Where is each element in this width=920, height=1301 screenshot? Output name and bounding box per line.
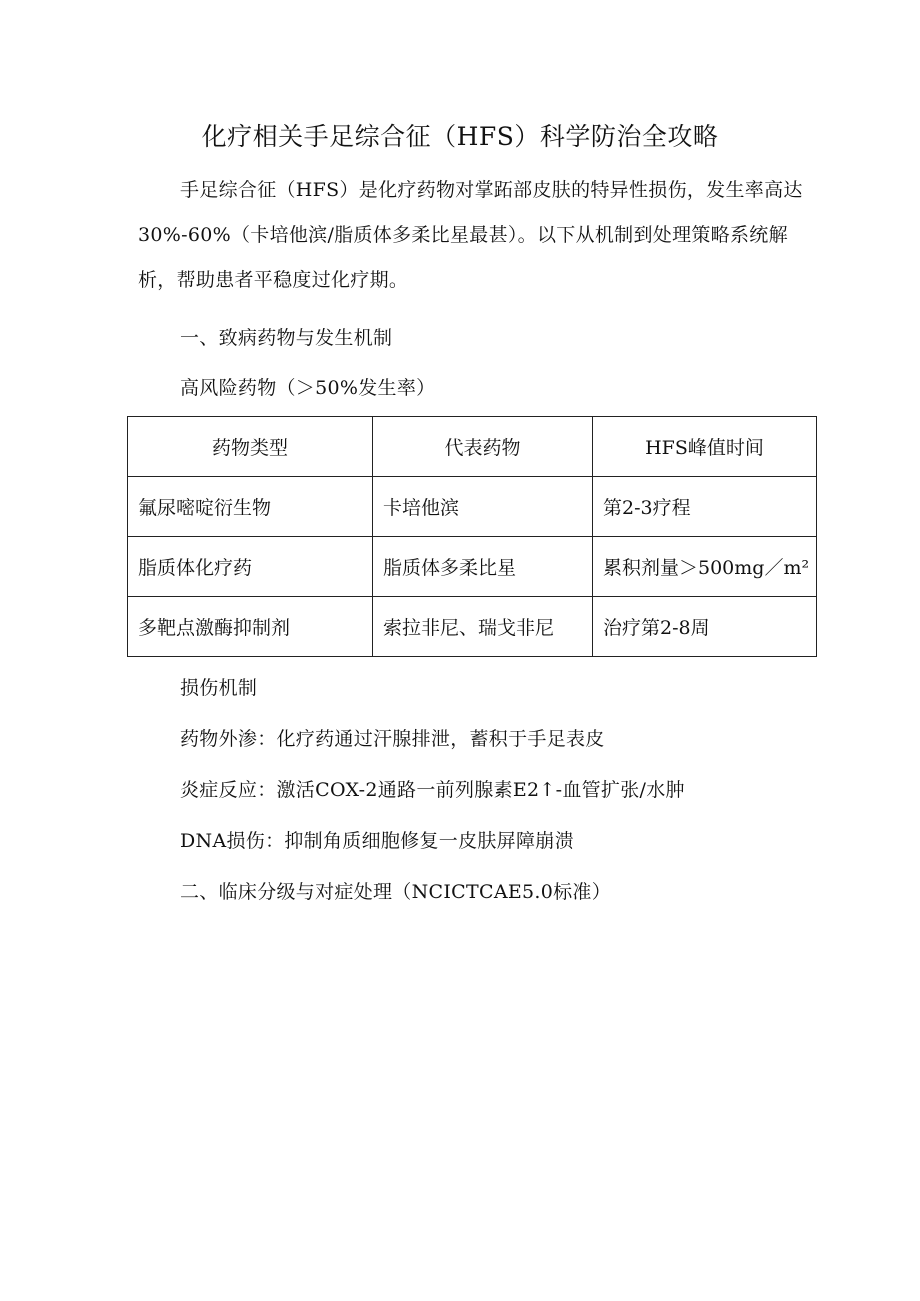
table-cell: 氟尿嘧啶衍生物	[128, 477, 373, 537]
drug-table	[127, 416, 817, 657]
mechanism-item: DNA损伤：抑制角质细胞修复一皮肤屏障崩溃	[180, 830, 574, 852]
section-heading-1: 一、致病药物与发生机制	[180, 327, 393, 349]
table-row	[128, 537, 817, 597]
section-heading-2: 二、临床分级与对症处理（NCICTCAE5.0标准）	[180, 881, 612, 903]
mechanism-heading: 损伤机制	[180, 677, 258, 699]
table-caption: 高风险药物（＞50%发生率）	[180, 377, 436, 399]
table-row	[128, 477, 817, 537]
mechanism-item: 药物外渗：化疗药通过汗腺排泄，蓄积于手足表皮	[180, 728, 605, 750]
document-title: 化疗相关手足综合征（HFS）科学防治全攻略	[201, 122, 719, 151]
table-cell: 脂质体多柔比星	[373, 537, 593, 597]
table-header-cell: HFS峰值时间	[593, 417, 817, 477]
table-cell: 多靶点激酶抑制剂	[128, 597, 373, 657]
table-cell: 治疗第2-8周	[593, 597, 817, 657]
table-cell: 第2-3疗程	[593, 477, 817, 537]
table-row	[128, 597, 817, 657]
table-header-cell: 代表药物	[373, 417, 593, 477]
mechanism-item: 炎症反应：激活COX-2通路一前列腺素E2↑-血管扩张/水肿	[180, 779, 685, 801]
table-cell: 脂质体化疗药	[128, 537, 373, 597]
table-header-cell: 药物类型	[128, 417, 373, 477]
table-cell: 索拉非尼、瑞戈非尼	[373, 597, 593, 657]
table-cell: 累积剂量＞500mg／m²	[593, 537, 817, 597]
table-header-row	[128, 417, 817, 477]
table-cell: 卡培他滨	[373, 477, 593, 537]
intro-paragraph: 手足综合征（HFS）是化疗药物对掌跖部皮肤的特异性损伤，发生率高达30%-60%（卡培他滨/脂质体多柔比星最甚）。以下从机制到处理策略系统解析，帮助患者平稳度过化疗期。	[138, 179, 803, 291]
